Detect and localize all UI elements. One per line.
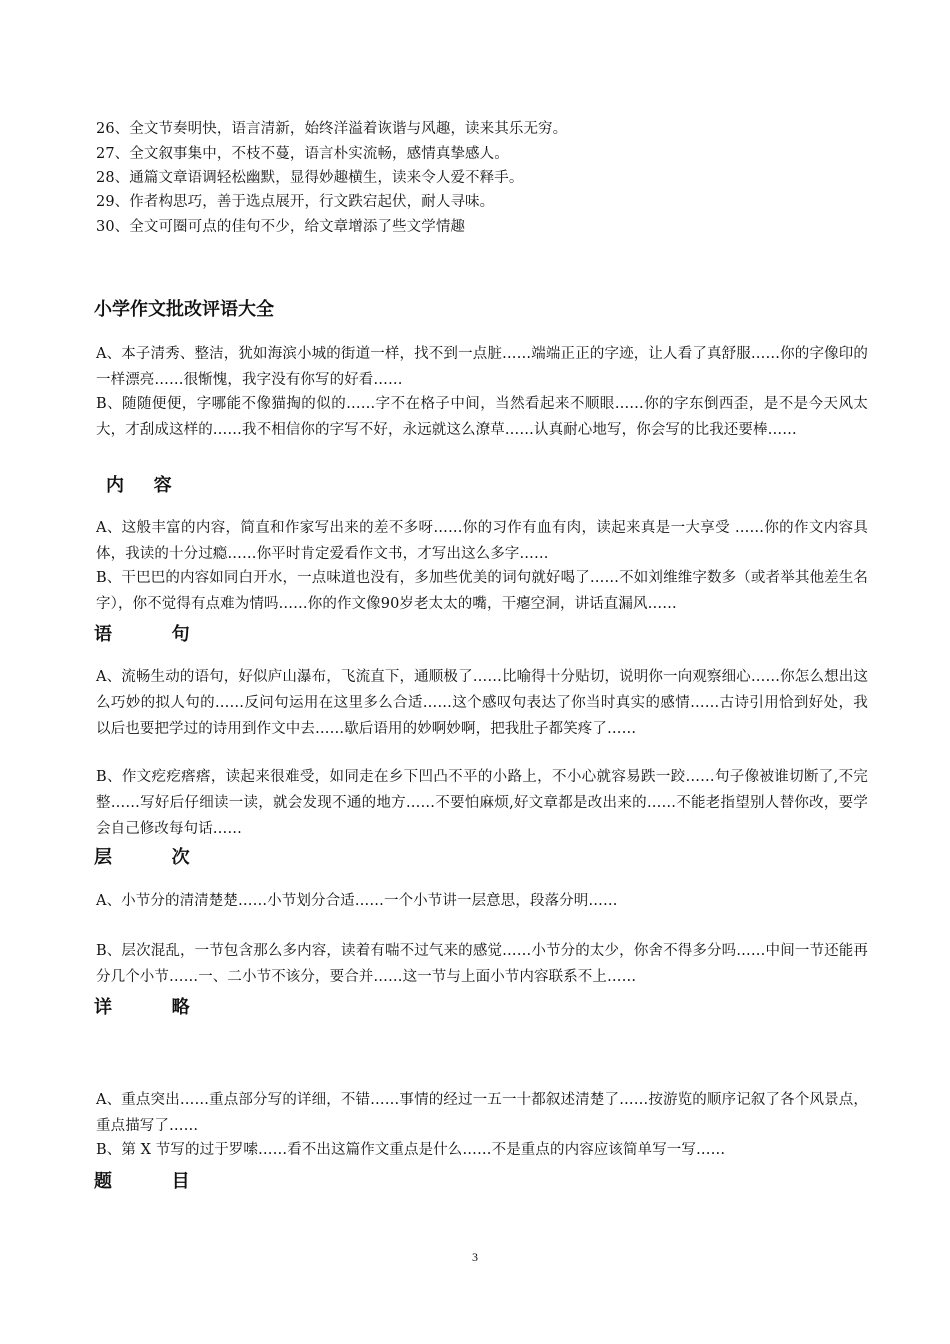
section-title-detail: [94, 996, 191, 1020]
section-title-char: 略: [171, 997, 191, 1018]
section-title-topic: [94, 1170, 191, 1194]
section-title-level: [94, 846, 191, 870]
sentence-comment-a: A、流畅生动的语句，好似庐山瀑布，飞流直下，通顺极了……比喻得十分贴切，说明你一向观察细心……你怎么想出这么巧妙的拟人句的……反问句运用在这里多么合适……这个感叹句表达了你当时真实的感情……古诗引用恰到好处，我以后也要把学过的诗用到作文中去……歇后语用的妙啊妙啊，把我肚子都笑疼了……: [96, 669, 868, 737]
section-title-char: 目: [171, 1171, 191, 1192]
list-item: 27、全文叙事集中，不枝不蔓，语言朴实流畅，感情真挚感人。: [96, 146, 509, 162]
list-item: 26、全文节奏明快，语言清新，始终洋溢着诙谐与风趣，读来其乐无穷。: [96, 121, 568, 137]
page-title: 小学作文批改评语大全: [94, 299, 274, 320]
section-title-sentence: [94, 623, 191, 647]
list-item: 28、通篇文章语调轻松幽默，显得妙趣横生，读来令人爱不释手。: [96, 170, 524, 186]
section-title-content: [106, 474, 173, 498]
section-title-char: 详: [94, 997, 113, 1018]
section-title-char: 题: [94, 1171, 113, 1192]
page-number: 3: [472, 1250, 478, 1264]
detail-comment-b: B、第 X 节写的过于罗嗦……看不出这篇作文重点是什么……不是重点的内容应该简单写一写……: [96, 1142, 726, 1158]
section-title-char: 句: [171, 624, 191, 645]
handwriting-comment-b: B、随随便便，字哪能不像猫掏的似的……字不在格子中间，当然看起来不顺眼……你的字东倒西歪，是不是今天风太大，才刮成这样的……我不相信你的字写不好，永远就这么潦草……认真耐心地写，你会写的比我还要棒……: [96, 396, 868, 438]
section-title-char: 层: [94, 847, 113, 868]
content-comment-b: B、干巴巴的内容如同白开水，一点味道也没有，多加些优美的词句就好喝了……不如刘维维字数多（或者举其他差生名字），你不觉得有点难为情吗……你的作文像90岁老太太的嘴，干瘪空洞，讲话直漏风……: [96, 570, 868, 612]
level-comment-a: A、小节分的清清楚楚……小节划分合适……一个小节讲一层意思，段落分明……: [96, 893, 618, 909]
handwriting-comment-a: A、本子清秀、整洁，犹如海滨小城的街道一样，找不到一点脏……端端正正的字迹，让人看了真舒服……你的字像印的一样漂亮……很惭愧，我字没有你写的好看……: [96, 346, 868, 388]
level-comment-b: B、层次混乱，一节包含那么多内容，读着有喘不过气来的感觉……小节分的太少，你舍不得多分吗……中间一节还能再分几个小节……一、二小节不该分，要合并……这一节与上面小节内容联系不上……: [96, 943, 868, 985]
section-title-char: 次: [171, 847, 191, 868]
detail-comment-a: A、重点突出……重点部分写的详细，不错……事情的经过一五一十都叙述清楚了……按游览的顺序记叙了各个风景点，重点描写了……: [96, 1092, 868, 1134]
list-item: 30、全文可圈可点的佳句不少，给文章增添了些文学情趣: [96, 219, 466, 235]
list-item: 29、作者构思巧，善于选点展开，行文跌宕起伏，耐人寻味。: [96, 194, 495, 210]
section-title-char: 内: [106, 475, 125, 496]
content-comment-a: A、这般丰富的内容，简直和作家写出来的差不多呀……你的习作有血有肉，读起来真是一大享受 ……你的作文内容具体，我读的十分过瘾……你平时肯定爱看作文书，才写出这么多字……: [96, 520, 868, 562]
sentence-comment-b: B、作文疙疙瘩瘩，读起来很难受，如同走在乡下凹凸不平的小路上，不小心就容易跌一跤……句子像被谁切断了,不完整……写好后仔细读一读，就会发现不通的地方……不要怕麻烦,好文章都是改出来的……不能老指望别人替你改，要学会自己修改每句话……: [96, 769, 868, 837]
section-title-char: 语: [94, 624, 113, 645]
section-title-char: 容: [153, 475, 173, 496]
